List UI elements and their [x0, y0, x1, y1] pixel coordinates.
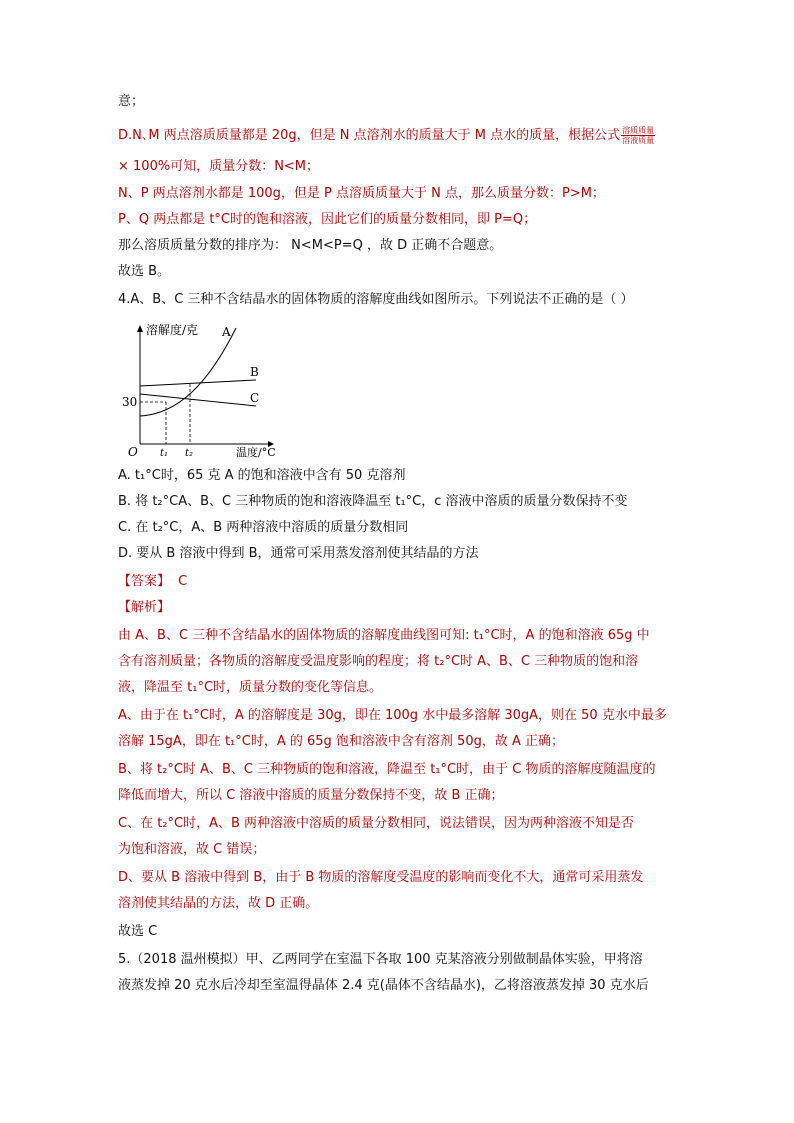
analysis-line: 由 A、B、C 三种不含结晶水的固体物质的溶解度曲线图可知: t₁°C时，A 的饱和溶液 65g 中: [118, 628, 650, 643]
x-axis-label: 温度/°C: [236, 446, 276, 459]
final-choice: 故选 C: [118, 924, 158, 939]
curve-a-label: A: [222, 325, 231, 339]
analysis-line: D、要从 B 溶液中得到 B，由于 B 物质的溶解度受温度的影响而变化不大，通常可采用蒸发: [118, 870, 644, 885]
option-b: B. 将 t₂°CA、B、C 三种物质的饱和溶液降温至 t₁°C，c 溶液中溶质的质量分数保持不变: [118, 494, 628, 509]
analysis-line: 溶解 15gA，即在 t₁°C时，A 的 65g 饱和溶液中含有溶剂 50g，故 A 正确；: [118, 734, 565, 749]
question-5-line: 5.（2018 温州模拟）甲、乙两同学在室温下各取 100 克某溶液分别做制晶体实验，甲将溶: [118, 952, 643, 967]
option-d: D. 要从 B 溶液中得到 B，通常可采用蒸发溶剂使其结晶的方法: [118, 546, 479, 561]
answer-line: [118, 572, 187, 592]
text-line: P、Q 两点都是 t°C时的饱和溶液，因此它们的质量分数相同，即 P=Q；: [118, 212, 537, 227]
fraction: [621, 126, 655, 145]
text-line: × 100%可知，质量分数：N<M；: [118, 159, 320, 174]
curve-c-label: C: [250, 391, 260, 405]
analysis-line: 含有溶剂质量；各物质的溶解度受温度影响的程度；将 t₂°C时 A、B、C 三种物质的饱和溶: [118, 654, 639, 669]
analysis-line: C、在 t₂°C时，A、B 两种溶液中溶质的质量分数相同，说法错误，因为两种溶液不知是否: [118, 816, 635, 831]
t2-label: t₂: [185, 448, 194, 459]
y-axis-arrow: [137, 325, 143, 332]
curve-b: [140, 380, 256, 386]
t1-label: t₁: [160, 448, 169, 459]
fraction-denominator: 溶液质量: [622, 136, 655, 145]
text-line: [118, 126, 655, 146]
text-line: 故选 B。: [118, 264, 171, 279]
y-tick-30: 30: [122, 395, 138, 409]
analysis-line: 溶剂使其结晶的方法，故 D 正确。: [118, 896, 319, 911]
analysis-label: 【解析】: [118, 600, 171, 615]
curve-b-label: B: [250, 365, 259, 379]
analysis-line: A、由于在 t₁°C时，A 的溶解度是 30g，即在 100g 水中最多溶解 30gA，则在 50 克水中最多: [118, 708, 667, 723]
analysis-line: 为饱和溶液，故 C 错误；: [118, 842, 266, 857]
analysis-line: 液，降温至 t₁°C时，质量分数的变化等信息。: [118, 680, 383, 695]
solubility-curve-figure: [118, 324, 278, 464]
text-line: N、P 两点溶剂水都是 100g，但是 P 点溶质质量大于 N 点，那么质量分数：P>M；: [118, 186, 605, 201]
fraction-numerator: 溶质质量: [622, 126, 655, 135]
origin-label: O: [128, 445, 138, 459]
analysis-line: 降低而增大，所以 C 溶液中溶质的质量分数保持不变，故 B 正确；: [118, 788, 504, 803]
answer-value: C: [178, 574, 188, 589]
answer-label: 【答案】: [118, 574, 171, 589]
question-5-line: 液蒸发掉 20 克水后冷却至室温得晶体 2.4 克(晶体不含结晶水)，乙将溶液蒸发掉 30 克水后: [118, 978, 649, 993]
option-a: A. t₁°C时，65 克 A 的饱和溶液中含有 50 克溶剂: [118, 468, 406, 483]
question-4-stem: 4.A、B、C 三种不含结晶水的固体物质的溶解度曲线如图所示。下列说法不正确的是（ ）: [118, 292, 634, 307]
text-line: 那么溶质质量分数的排序为： N<M<P=Q ，故 D 正确不合题意。: [118, 238, 503, 253]
text-line: 意；: [118, 94, 145, 109]
text-span: D.N､M 两点溶质质量都是 20g，但是 N 点溶剂水的质量大于 M 点水的质量，根据公式: [118, 128, 621, 143]
option-c: C. 在 t₂°C，A、B 两种溶液中溶质的质量分数相同: [118, 520, 409, 535]
analysis-line: B、将 t₂°C时 A、B、C 三种物质的饱和溶液，降温至 t₁°C时，由于 C 物质的溶解度随温度的: [118, 762, 656, 777]
y-axis-label: 溶解度/克: [146, 324, 199, 337]
curve-c: [140, 394, 256, 406]
